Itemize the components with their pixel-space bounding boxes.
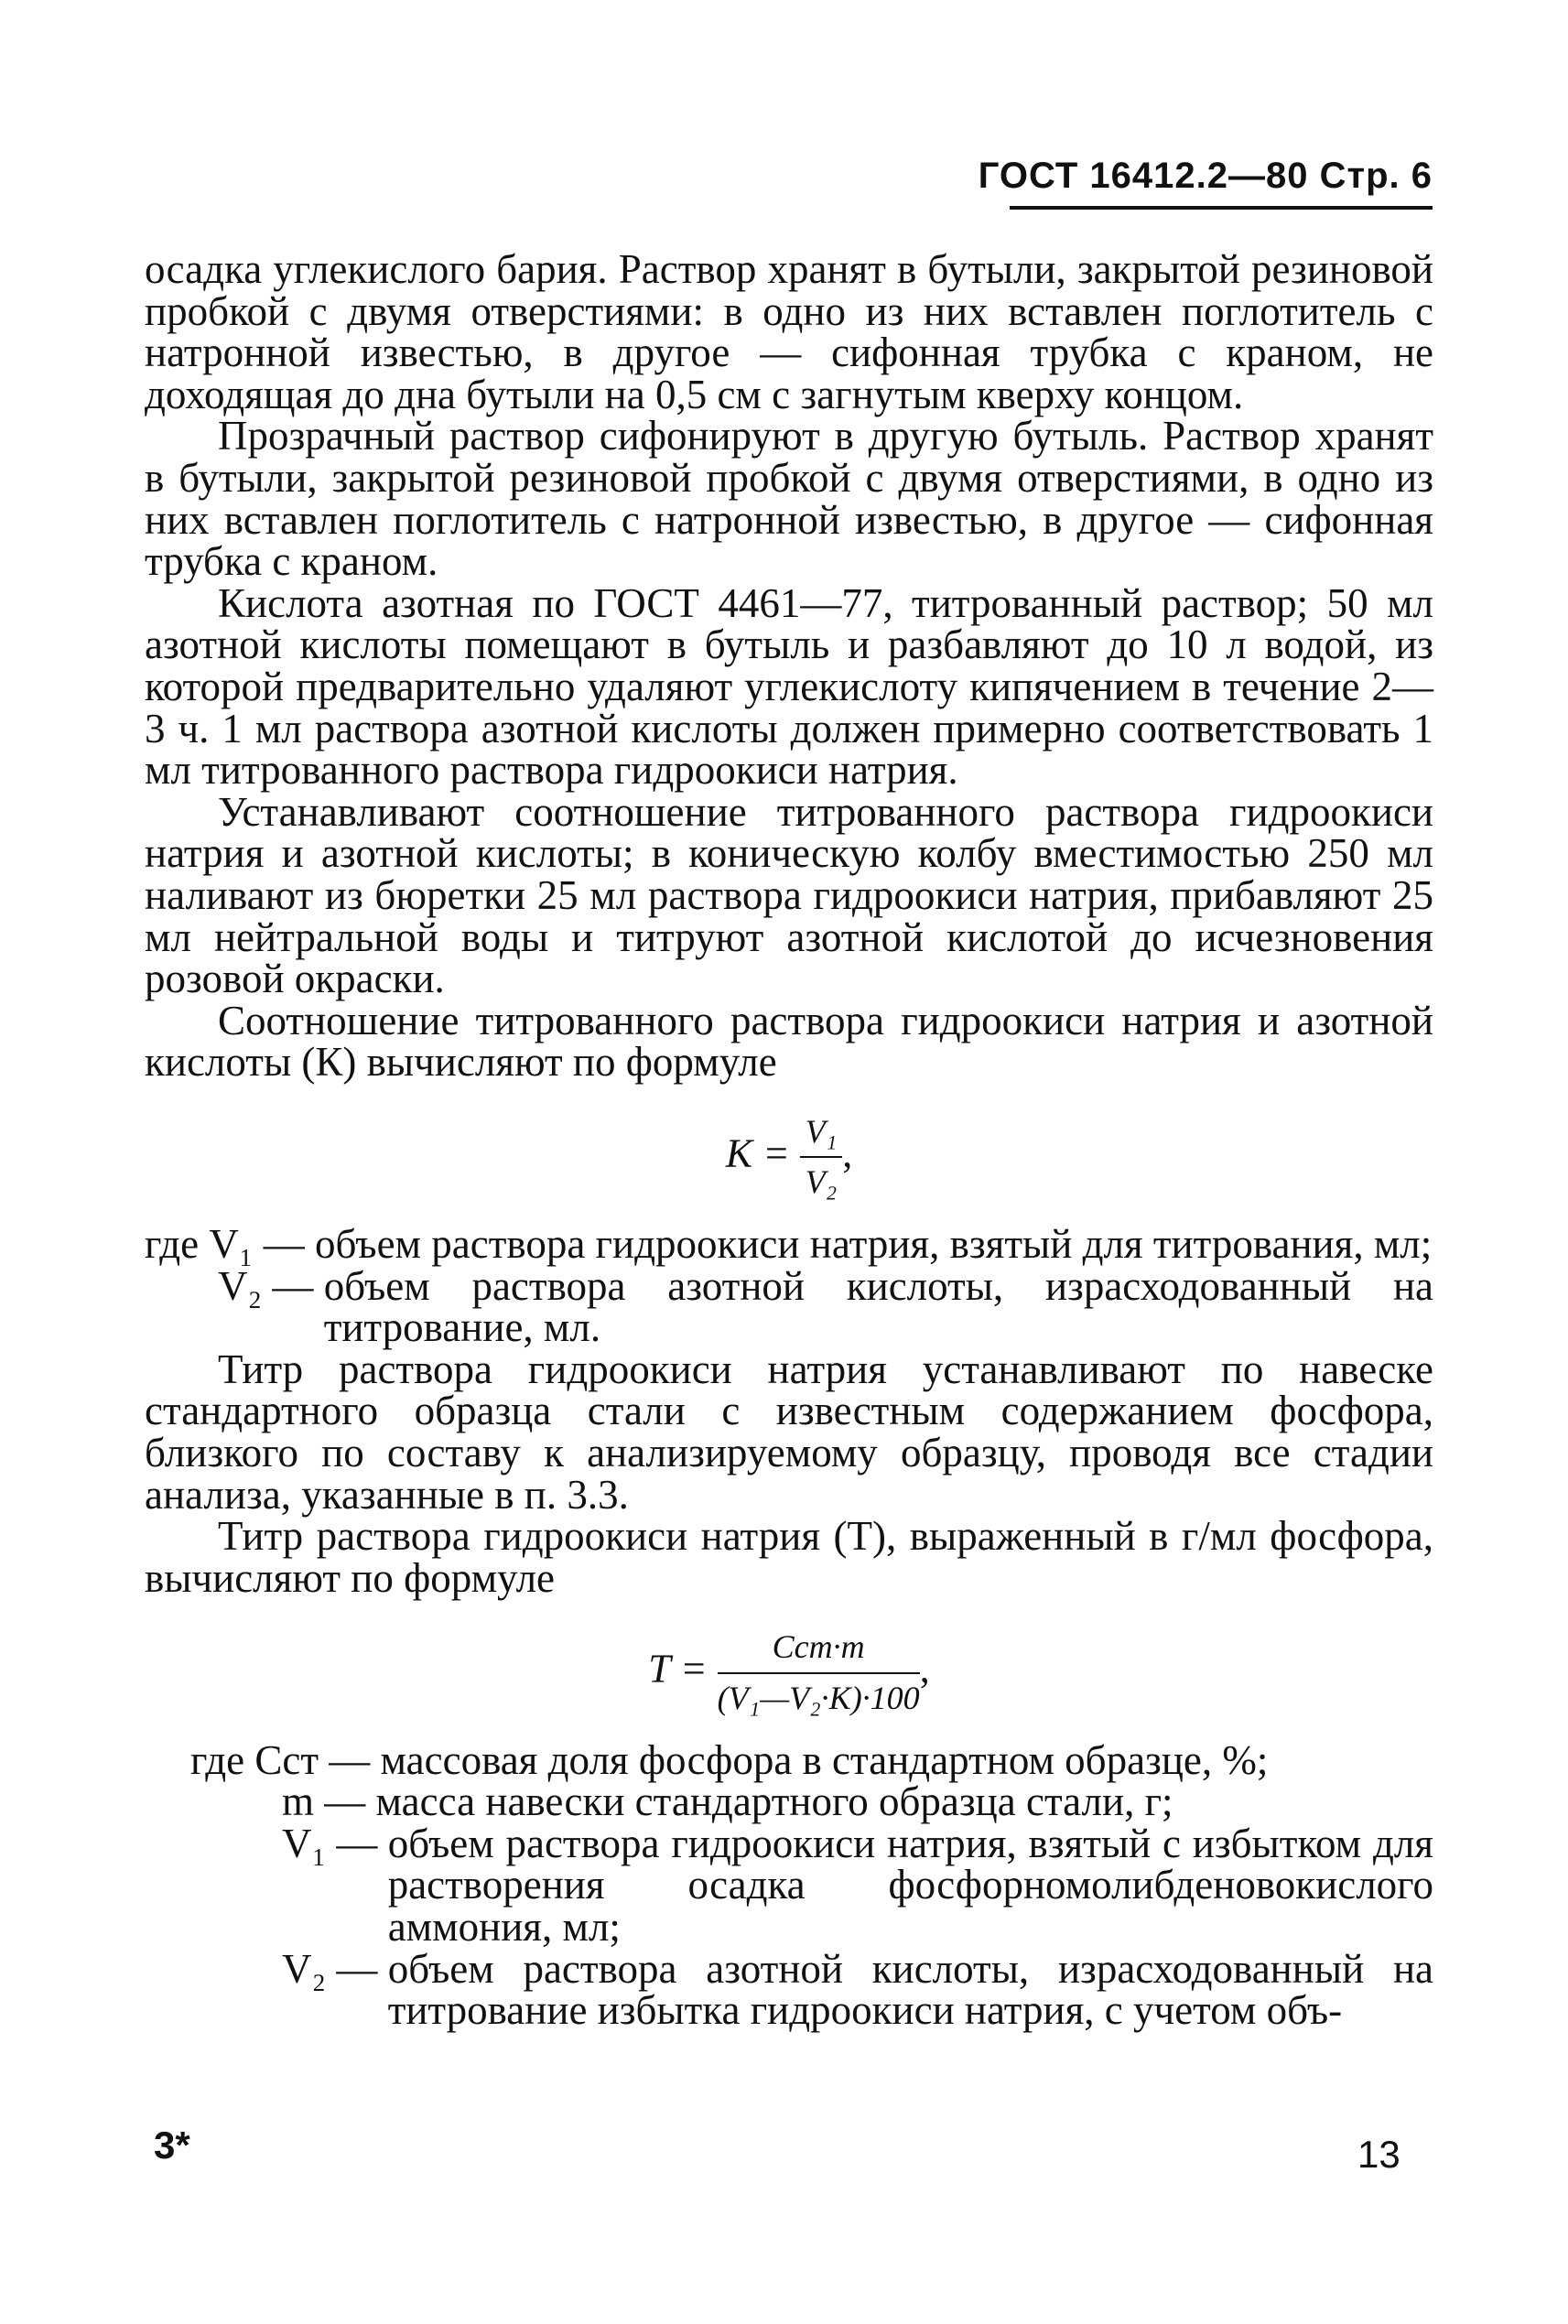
signature-mark: 3* bbox=[154, 2124, 190, 2167]
paragraph: Прозрачный раствор сифонируют в другую бутыль. Раствор хранят в бутыли, закрытой резиновой пробкой с двумя отверстиями, в одно из них вставлен поглотитель с натронной известью, в другое — сифонная трубка с краном. bbox=[145, 413, 1433, 585]
definition-item bbox=[145, 1820, 1433, 1950]
definition-text: объем раствора гидроокиси натрия, взятый для титрования, мл; bbox=[315, 1221, 1433, 1268]
formula-trail: , bbox=[919, 1647, 930, 1692]
paragraph: Кислота азотная по ГОСТ 4461—77, титрованный раствор; 50 мл азотной кислоты помещают в бутыль и разбавляют до 10 л водой, из которой предварительно удаляют углекислоту кипячением в течение 2—3 ч. 1 мл раствора азотной кислоты должен примерно соответствовать 1 мл титрованного раствора гидроокиси натрия. bbox=[145, 579, 1433, 794]
page-header: ГОСТ 16412.2—80 Стр. 6 bbox=[978, 156, 1433, 196]
definitions-t bbox=[145, 1736, 1433, 2034]
formula-k bbox=[145, 1111, 1433, 1204]
fraction-denominator: (V₁—V₂·K)·100 bbox=[717, 1680, 920, 1716]
definition-label: V₁ — bbox=[282, 1820, 388, 1866]
definition-label: V₂ — bbox=[282, 1945, 388, 1992]
definitions-k bbox=[145, 1221, 1433, 1351]
definition-item bbox=[145, 1221, 1433, 1268]
body-text bbox=[145, 246, 1433, 2034]
fraction bbox=[718, 1627, 920, 1719]
page-number: 13 bbox=[1357, 2133, 1400, 2176]
fraction-numerator: V₁ bbox=[800, 1111, 843, 1159]
definition-text: объем раствора азотной кислоты, израсходованный на титрование избытка гидроокиси натрия, с учетом объ- bbox=[387, 1945, 1433, 2034]
formula-trail: , bbox=[842, 1130, 853, 1176]
definition-text: объем раствора азотной кислоты, израсходованный на титрование, мл. bbox=[323, 1262, 1433, 1351]
fraction-numerator: Cст·m bbox=[718, 1627, 920, 1674]
paragraph: Устанавливают соотношение титрованного раствора гидроокиси натрия и азотной кислоты; в коническую колбу вместимостью 250 мл наливают из бюретки 25 мл раствора гидроокиси натрия, прибавляют 25 мл нейтральной воды и титруют азотной кислотой до исчезновения розовой окраски. bbox=[145, 788, 1433, 1002]
definition-text: массовая доля фосфора в стандартном образце, %; bbox=[380, 1736, 1269, 1783]
definition-item bbox=[145, 1262, 1433, 1351]
paragraph: Соотношение титрованного раствора гидроокиси натрия и азотной кислоты (К) вычисляют по формуле bbox=[145, 997, 1433, 1086]
definition-label: где Cст — bbox=[190, 1736, 381, 1783]
paragraph: Титр раствора гидроокиси натрия (Т), выраженный в г/мл фосфора, вычисляют по формуле bbox=[145, 1513, 1433, 1601]
formula-lhs: K = bbox=[725, 1130, 790, 1176]
formula-t bbox=[145, 1627, 1433, 1719]
definition-item bbox=[145, 1736, 1433, 1783]
definition-text: объем раствора гидроокиси натрия, взятый с избытком для растворения осадка фосфорномолибденовокислого аммония, мл; bbox=[387, 1820, 1433, 1950]
definition-item bbox=[145, 1778, 1433, 1825]
fraction bbox=[800, 1111, 843, 1204]
definition-label: V₂ — bbox=[218, 1262, 324, 1309]
definition-label: m — bbox=[282, 1778, 376, 1825]
definition-label: где V₁ — bbox=[145, 1221, 316, 1268]
definition-text: масса навески стандартного образца стали, г; bbox=[375, 1778, 1173, 1825]
formula-lhs: T = bbox=[648, 1647, 708, 1692]
paragraph: Титр раствора гидроокиси натрия устанавливают по навеске стандартного образца стали с известным содержанием фосфора, близкого по составу к анализируемому образцу, проводя все стадии анализа, указанные в п. 3.3. bbox=[145, 1346, 1433, 1518]
header-rule bbox=[1010, 206, 1433, 210]
paragraph: осадка углекислого бария. Раствор хранят в бутыли, закрытой резиновой пробкой с двумя отверстиями: в одно из них вставлен поглотитель с натронной известью, в другое — сифонная трубка с краном, не доходящая до дна бутыли на 0,5 см с загнутым кверху концом. bbox=[145, 246, 1433, 417]
fraction-denominator: V₂ bbox=[805, 1163, 838, 1201]
definition-item bbox=[145, 1945, 1433, 2034]
